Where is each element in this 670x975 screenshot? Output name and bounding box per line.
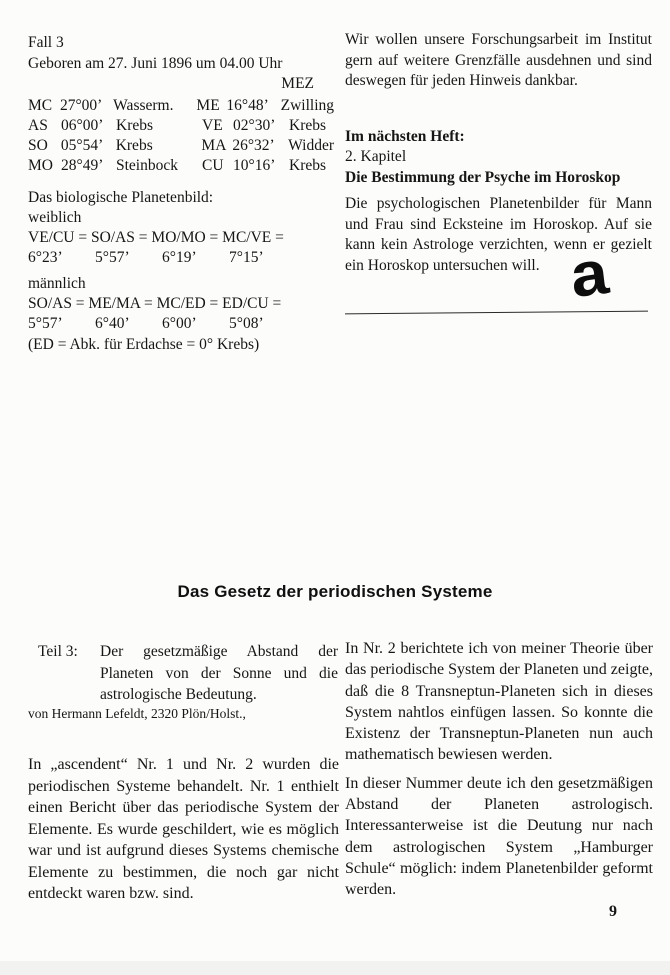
table-row [28, 136, 334, 156]
female-label: weiblich [28, 209, 82, 226]
table-row [28, 116, 334, 136]
article-left-paragraph: In „ascendent“ Nr. 1 und Nr. 2 wurden die periodischen Systeme behandelt. Nr. 1 enthielt einen Bericht über das periodische System der Elemente. Es wurde geschildert, wie es möglich war und ist aufgrund dieses Systems chemische Elemente zu bestimmen, die noch gar nicht entdeckt waren bzw. sind. [28, 756, 339, 902]
female-values [28, 248, 334, 268]
article-right-column [345, 638, 653, 901]
planet-degree: 28°49’ [61, 157, 104, 174]
value: 5°57’ [95, 249, 130, 266]
planet-code: MO [28, 157, 53, 174]
zodiac-sign: Krebs [289, 157, 327, 174]
research-paragraph: Wir wollen unsere Forschungsarbeit im Institut gern auf weitere Grenzfälle ausdehnen und sind deswegen für jeden Hinweis dankbar. [345, 31, 652, 89]
planet-degree: 06°00’ [61, 117, 104, 134]
ascendent-logo-icon: a [566, 237, 612, 312]
zodiac-sign: Widder [288, 137, 334, 154]
page-number: 9 [609, 903, 617, 920]
value: 6°23’ [28, 249, 63, 266]
birth-data-block [28, 33, 334, 355]
value: 7°15’ [229, 249, 264, 266]
planet-degree: 16°48’ [226, 97, 269, 114]
zodiac-sign: Zwilling [280, 97, 334, 114]
zodiac-sign: Wasserm. [113, 97, 174, 114]
psyche-paragraph: Die psychologischen Planetenbilder für Mann und Frau sind Ecksteine im Horoskop. Auf sie kann kein Astrologe verzichten, wenn er gezielt ein Horoskop untersuchen will. [345, 195, 652, 274]
biological-planet-picture [28, 188, 334, 355]
next-issue-label: Im nächsten Heft: [345, 127, 465, 145]
zodiac-sign: Krebs [289, 117, 327, 134]
planet-code: AS [28, 117, 48, 134]
author-byline: von Hermann Lefeldt, 2320 Plön/Holst., [28, 706, 246, 721]
zodiac-sign: Krebs [116, 117, 154, 134]
value: 6°19’ [162, 249, 197, 266]
editorial-column [345, 30, 652, 276]
chapter-title: Die Bestimmung der Psyche im Horoskop [345, 168, 621, 186]
chapter-line: 2. Kapitel [345, 148, 407, 165]
planet-code: ME [196, 97, 220, 114]
case-title: Fall 3 [28, 34, 64, 51]
value: 5°57’ [28, 315, 63, 332]
timezone-label: MEZ [281, 75, 314, 92]
planet-code: VE [202, 117, 223, 134]
planet-positions-table [28, 96, 334, 176]
male-label: männlich [28, 275, 86, 292]
female-formula: VE/CU = SO/AS = MO/MO = MC/VE = [28, 229, 284, 246]
value: 5°08’ [229, 315, 264, 332]
horizontal-divider [345, 311, 648, 315]
part-subtitle: Der gesetzmäßige Abstand der Planeten von der Sonne und die astrologische Bedeutung. [100, 643, 338, 703]
article-right-paragraph-1: In Nr. 2 berichtete ich von meiner Theorie über das periodische System der Planeten und zeigte, daß die 8 Transneptun-Planeten sich in dieses System nahtlos einfügen lassen. So konnte die Existenz der Transneptun-Planeten nun auch mathematisch bewiesen werden. [345, 640, 653, 764]
planet-code: MC [28, 97, 53, 114]
planet-degree: 10°16’ [233, 157, 276, 174]
part-heading-block [38, 641, 338, 706]
male-values [28, 314, 334, 334]
table-row [28, 156, 334, 176]
part-label: Teil 3: [38, 643, 78, 660]
planet-code: SO [28, 137, 48, 154]
zodiac-sign: Steinbock [116, 157, 178, 174]
birth-date-line: Geboren am 27. Juni 1896 um 04.00 Uhr [28, 55, 283, 72]
table-row [28, 96, 334, 116]
planet-code: MA [201, 137, 227, 154]
planet-code: CU [202, 157, 224, 174]
planet-degree: 27°00’ [59, 97, 103, 114]
bio-heading: Das biologische Planetenbild: [28, 189, 214, 206]
article-right-paragraph-2: In dieser Nummer deute ich den gesetzmäßigen Abstand der Planeten astrologisch. Interessanterweise ist die Deutung nur nach dem astrologischen System „Hamburger Schule“ möglich: indem Planetenbilder geformt werden. [345, 774, 653, 899]
planet-degree: 02°30’ [233, 117, 276, 134]
planet-degree: 05°54’ [60, 137, 104, 154]
planet-degree: 26°32’ [232, 137, 275, 154]
value: 6°40’ [95, 315, 130, 332]
zodiac-sign: Krebs [115, 137, 153, 154]
value: 6°00’ [162, 315, 197, 332]
ed-abbreviation-note: (ED = Abk. für Erdachse = 0° Krebs) [28, 336, 260, 353]
article-title: Das Gesetz der periodischen Systeme [177, 582, 493, 601]
male-formula: SO/AS = ME/MA = MC/ED = ED/CU = [28, 295, 282, 312]
